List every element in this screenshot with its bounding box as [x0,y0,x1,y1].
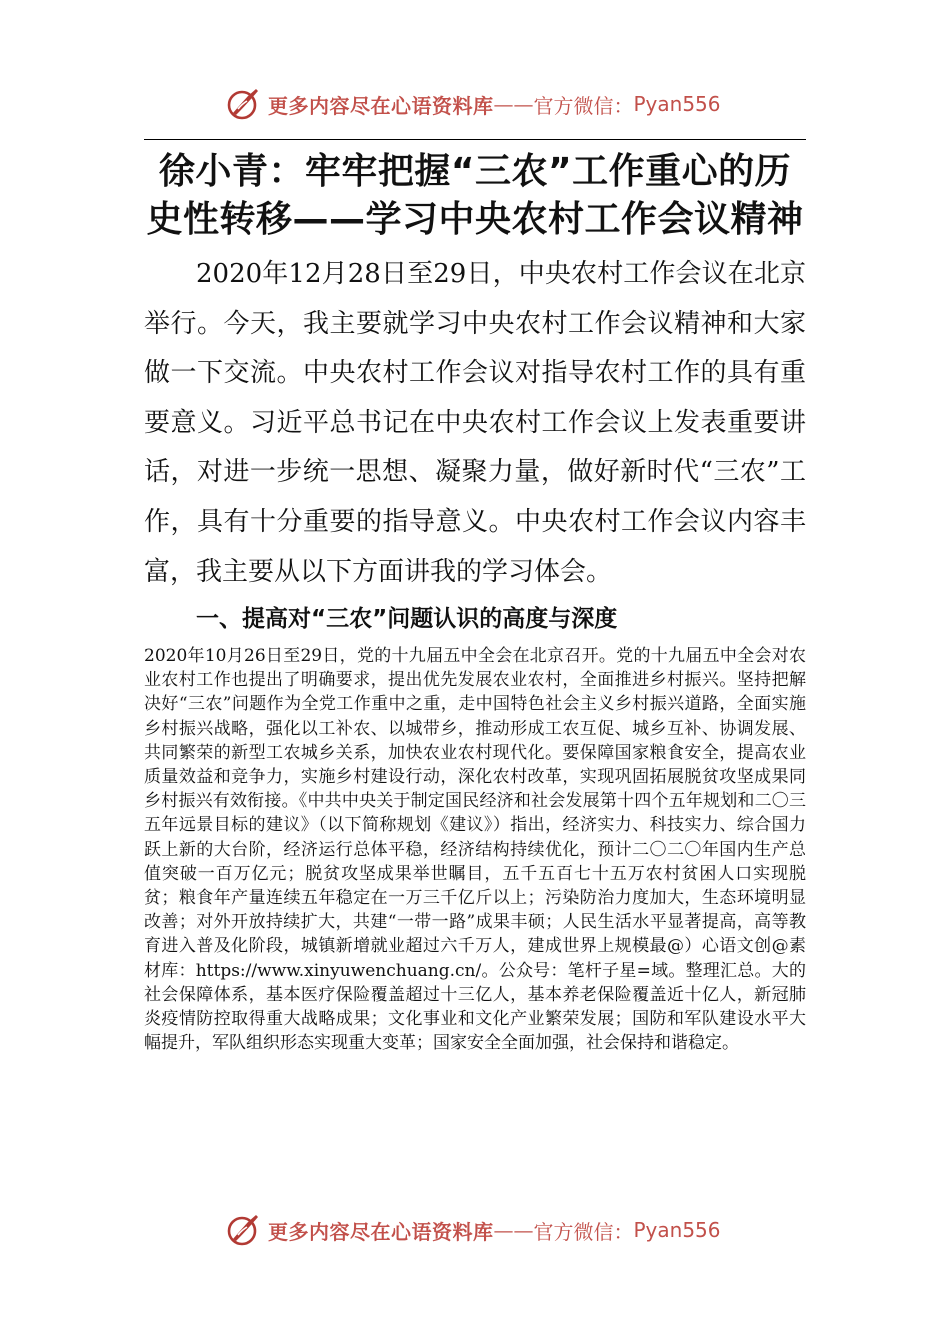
body-paragraph: 2020年10月26日至29日，党的十九届五中全会在北京召开。党的十九届五中全会对农业农村工作也提出了明确要求，提出优先发展农业农村，全面推进乡村振兴。坚持把解决好“三农”问题作为全党工作重中之重，走中国特色社会主义乡村振兴道路，全面实施乡村振兴战略，强化以工补农、以城带乡，推动形成工农互促、城乡互补、协调发展、共同繁荣的新型工农城乡关系，加快农业农村现代化。要保障国家粮食安全，提高农业质量效益和竞争力，实施乡村建设行动，深化农村改革，实现巩固拓展脱贫攻坚成果同乡村振兴有效衔接。《中共中央关于制定国民经济和社会发展第十四个五年规划和二〇三五年远景目标的建议》（以下简称规划《建议》）指出，经济实力、科技实力、综合国力跃上新的大台阶，经济运行总体平稳，经济结构持续优化，预计二〇二〇年国内生产总值突破一百万亿元；脱贫攻坚成果举世瞩目，五千五百七十五万农村贫困人口实现脱贫；粮食年产量连续五年稳定在一万三千亿斤以上；污染防治力度加大，生态环境明显改善；对外开放持续扩大，共建“一带一路”成果丰硕；人民生活水平显著提高，高等教育进入普及化阶段，城镇新增就业超过六千万人，建成世界上规模最@）心语文创@素材库：https://www.xinyuwenchuang.cn/。公众号：笔杆子星=域。整理汇总。大的社会保障体系，基本医疗保险覆盖超过十三亿人，基本养老保险覆盖近十亿人，新冠肺炎疫情防控取得重大战略成果；文化事业和文化产业繁荣发展；国防和军队建设水平大幅提升，军队组织形态实现重大变革；国家安全全面加强，社会保持和谐稳定。 [144,646,806,1054]
footer-watermark-banner [0,1210,950,1250]
document-title: 徐小青：牢牢把握“三农”工作重心的历史性转移——学习中央农村工作会议精神 [146,151,804,240]
banner-brand-text: 更多内容尽在心语资料库 [268,93,494,118]
header-watermark-banner [0,84,950,124]
header-rule [144,139,806,140]
section-heading: 一、提高对“三农”问题认识的高度与深度 [196,606,618,632]
banner-official-label: 官方微信： [533,1219,634,1244]
banner-wechat-id: Pyan556 [633,1218,721,1242]
banner-brand-text: 更多内容尽在心语资料库 [268,1219,494,1244]
banner-dash: —— [493,92,534,116]
pen-logo-icon [226,1212,262,1248]
banner-dash: —— [493,1218,534,1242]
pen-logo-icon [226,86,262,122]
intro-paragraph: 2020年12月28日至29日，中央农村工作会议在北京举行。今天，我主要就学习中央农村工作会议精神和大家做一下交流。中央农村工作会议对指导农村工作的具有重要意义。习近平总书记在中央农村工作会议上发表重要讲话，对进一步统一思想、凝聚力量，做好新时代“三农”工作，具有十分重要的指导意义。中央农村工作会议内容丰富，我主要从以下方面讲我的学习体会。 [144,259,806,587]
banner-wechat-id: Pyan556 [633,92,721,116]
banner-official-label: 官方微信： [533,93,634,118]
